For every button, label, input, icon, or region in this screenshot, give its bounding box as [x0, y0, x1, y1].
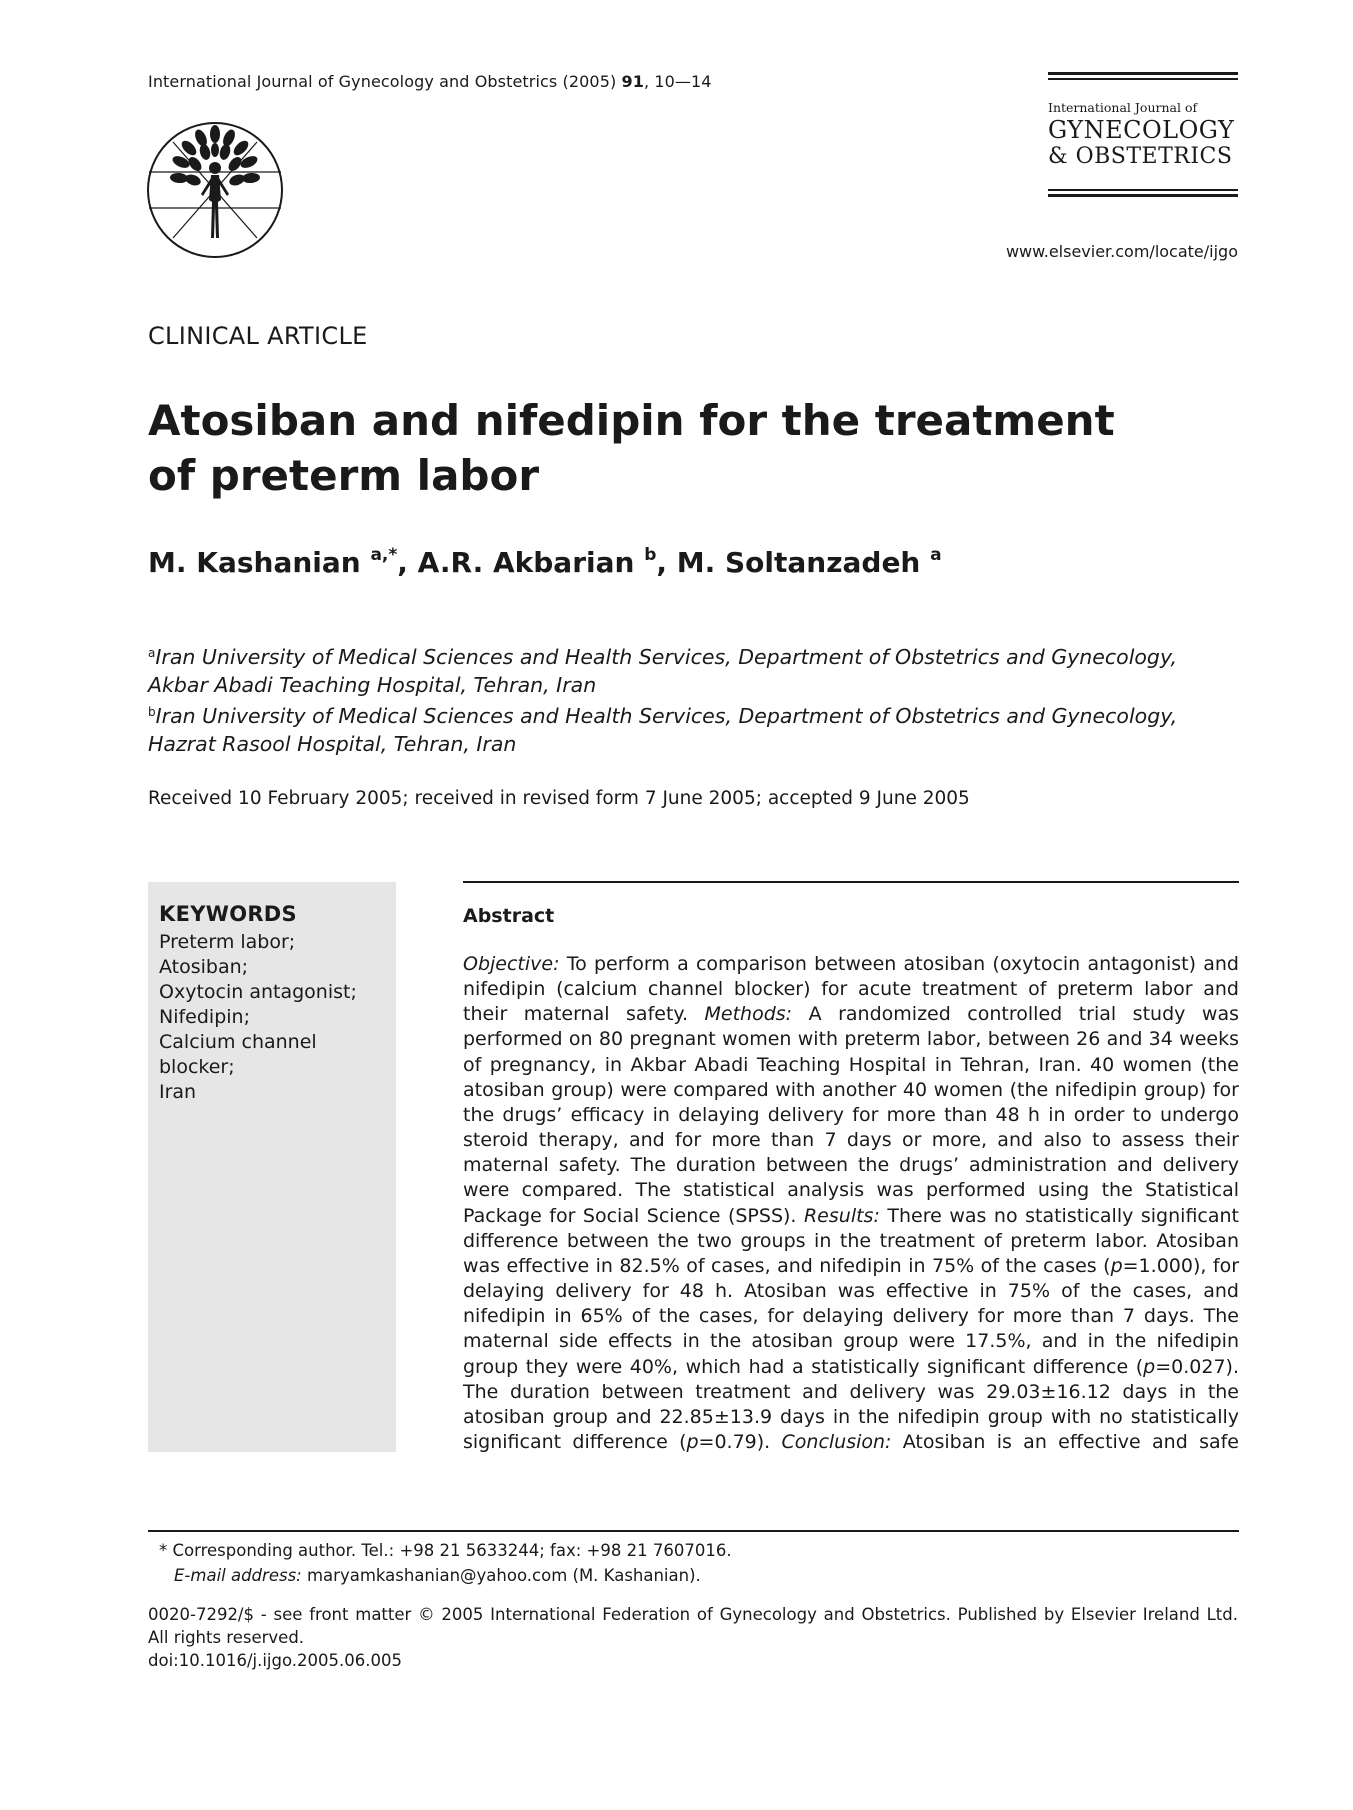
abstract-line — [463, 1279, 1239, 1304]
keywords-list — [159, 930, 357, 1105]
affiliation-text: Iran University of Medical Sciences and Health Services, Department of Obstetrics and Gynecology, Hazrat Rasool Hospital, Tehran, Iran — [148, 704, 1178, 756]
abstract-text: To perform a comparison between atosiban (oxytocin antagonist) and — [559, 953, 1239, 975]
keyword-item: Preterm labor; — [159, 931, 296, 953]
abstract-line — [463, 1002, 1239, 1027]
abstract-text: =0.79). — [698, 1430, 782, 1453]
abstract-line — [463, 1304, 1239, 1329]
author-separator: , — [397, 546, 418, 579]
abstract-body — [463, 952, 1239, 1455]
abstract-text: difference between the two groups in the treatment of preterm labor. Atosiban — [463, 1229, 1239, 1252]
abstract-text: of pregnancy, in Akbar Abadi Teaching Hospital in Tehran, Iran. 40 women (the — [463, 1053, 1239, 1076]
abstract-text: The duration between treatment and delivery was 29.03±16.12 days in the — [463, 1380, 1239, 1403]
abstract-text: maternal side effects in the atosiban group were 17.5%, and in the nifedipin — [463, 1330, 1239, 1353]
keyword-item: Calcium channel — [159, 1031, 317, 1053]
abstract-line — [463, 1103, 1239, 1128]
footnote-divider — [148, 1530, 1239, 1532]
author-affiliation-mark[interactable]: a — [930, 545, 942, 565]
email-value[interactable]: maryamkashanian@yahoo.com (M. Kashanian). — [301, 1566, 701, 1585]
abstract-text: their maternal safety. — [463, 1003, 705, 1026]
rights-line: All rights reserved. — [148, 1628, 305, 1647]
abstract-emphasis: Objective: — [463, 953, 560, 975]
abstract-emphasis: p — [1143, 1355, 1156, 1378]
abstract-text: group they were 40%, which had a statistically significant difference ( — [463, 1355, 1144, 1378]
email-label: E-mail address: — [174, 1566, 302, 1585]
keywords-heading: KEYWORDS — [159, 902, 297, 926]
author-affiliation-mark[interactable]: b — [644, 545, 657, 565]
abstract-line — [463, 1380, 1239, 1405]
abstract-line — [463, 1078, 1239, 1103]
masthead-rule-bottom-2 — [1048, 189, 1238, 191]
author-list — [148, 545, 942, 579]
abstract-text: maternal safety. The duration between the drugs’ administration and delivery — [463, 1154, 1239, 1177]
email-line — [159, 1563, 732, 1588]
abstract-text: the drugs’ efficacy in delaying delivery for more than 48 h in order to undergo — [463, 1103, 1239, 1126]
abstract-line — [463, 977, 1239, 1002]
affiliation-mark: a — [148, 646, 156, 660]
masthead-rule-bottom — [1048, 194, 1238, 197]
abstract-emphasis: Methods: — [704, 1003, 793, 1026]
abstract-line — [463, 1053, 1239, 1078]
abstract-line — [463, 1355, 1239, 1380]
abstract-line — [463, 1229, 1239, 1254]
tree-figure-icon — [145, 120, 285, 260]
author-name[interactable]: M. Kashanian — [148, 546, 361, 579]
author-name[interactable]: M. Soltanzadeh — [676, 546, 921, 579]
abstract-line — [463, 1254, 1239, 1279]
abstract-heading: Abstract — [463, 905, 555, 927]
affiliations — [148, 640, 1238, 758]
abstract-emphasis: Results: — [803, 1204, 880, 1227]
journal-pages: , 10—14 — [643, 72, 712, 91]
masthead-rule-top-2 — [1048, 78, 1238, 80]
abstract-text: nifedipin (calcium channel blocker) for acute treatment of preterm labor and — [463, 978, 1239, 1001]
abstract-text: delaying delivery for 48 h. Atosiban was effective in 75% of the cases, and — [463, 1280, 1239, 1303]
abstract-text: nifedipin in 65% of the cases, for delaying delivery for more than 7 days. The — [463, 1305, 1239, 1328]
abstract-text: significant difference ( — [463, 1430, 687, 1453]
received-dates: Received 10 February 2005; received in revised form 7 June 2005; accepted 9 June 2005 — [148, 788, 970, 809]
author-separator: , — [656, 546, 677, 579]
section-label: CLINICAL ARTICLE — [148, 322, 368, 350]
journal-reference — [148, 72, 712, 91]
author-name[interactable]: A.R. Akbarian — [417, 546, 635, 579]
abstract-text: steroid therapy, and for more than 7 days or more, and also to assess their — [463, 1129, 1239, 1152]
corresponding-author: * Corresponding author. Tel.: +98 21 5633244; fax: +98 21 7607016. — [159, 1541, 732, 1560]
affiliation-item — [148, 699, 1238, 758]
abstract-line — [463, 1153, 1239, 1178]
abstract-line — [463, 1405, 1239, 1430]
masthead-rule-top — [1048, 72, 1238, 75]
abstract-text: =0.027). — [1155, 1355, 1239, 1378]
abstract-line — [463, 1027, 1239, 1052]
abstract-emphasis: p — [1110, 1254, 1123, 1277]
abstract-text: was effective in 82.5% of cases, and nifedipin in 75% of the cases ( — [463, 1254, 1111, 1277]
abstract-line — [463, 1128, 1239, 1153]
affiliation-item — [148, 640, 1238, 699]
keyword-item: blocker; — [159, 1056, 235, 1078]
keyword-item: Iran — [159, 1081, 197, 1103]
masthead-gynecology: GYNECOLOGY — [1048, 116, 1235, 144]
copyright-line: 0020-7292/$ - see front matter © 2005 International Federation of Gynecology and Obstetrics. Published by Elsevier Ireland Ltd. — [148, 1605, 1238, 1624]
keyword-item: Atosiban; — [159, 956, 249, 978]
masthead-small-line: International Journal of — [1048, 100, 1198, 115]
affiliation-text: Iran University of Medical Sciences and Health Services, Department of Obstetrics and Gynecology, Akbar Abadi Teaching Hospital, Tehran, Iran — [148, 645, 1177, 697]
abstract-line — [463, 952, 1239, 977]
journal-url-link[interactable]: www.elsevier.com/locate/ijgo — [1005, 242, 1238, 261]
abstract-text: performed on 80 pregnant women with preterm labor, between 26 and 34 weeks — [463, 1028, 1239, 1051]
abstract-line — [463, 1178, 1239, 1203]
journal-ref-prefix: International Journal of Gynecology and Obstetrics (2005) — [148, 72, 622, 91]
keyword-item: Nifedipin; — [159, 1006, 250, 1028]
masthead-obstetrics: & OBSTETRICS — [1048, 144, 1233, 169]
abstract-line — [463, 1204, 1239, 1229]
author-affiliation-mark[interactable]: a,* — [370, 545, 398, 565]
article-title: Atosiban and nifedipin for the treatment of preterm labor — [148, 396, 1115, 500]
copyright-block — [148, 1603, 1238, 1672]
abstract-line — [463, 1430, 1239, 1455]
abstract-text: Package for Social Science (SPSS). — [463, 1204, 804, 1227]
abstract-divider — [463, 881, 1239, 883]
abstract-text: atosiban group and 22.85±13.9 days in the nifedipin group with no statistically — [463, 1405, 1239, 1428]
abstract-text: There was no statistically significant — [879, 1204, 1239, 1227]
abstract-text: =1.000), for — [1122, 1254, 1239, 1277]
abstract-emphasis: p — [686, 1430, 699, 1453]
doi-link[interactable]: doi:10.1016/j.ijgo.2005.06.005 — [148, 1651, 402, 1670]
footnote — [159, 1538, 732, 1588]
affiliation-mark: b — [148, 705, 156, 719]
abstract-line — [463, 1329, 1239, 1354]
abstract-text: atosiban group) were compared with another 40 women (the nifedipin group) for — [463, 1078, 1239, 1101]
keyword-item: Oxytocin antagonist; — [159, 981, 357, 1003]
abstract-text: Atosiban is an effective and safe — [891, 1430, 1239, 1453]
abstract-text: A randomized controlled trial study was — [792, 1003, 1239, 1026]
journal-masthead — [1048, 72, 1238, 200]
journal-volume: 91 — [621, 72, 644, 91]
abstract-emphasis: Conclusion: — [781, 1430, 892, 1453]
abstract-text: were compared. The statistical analysis was performed using the Statistical — [463, 1179, 1239, 1202]
